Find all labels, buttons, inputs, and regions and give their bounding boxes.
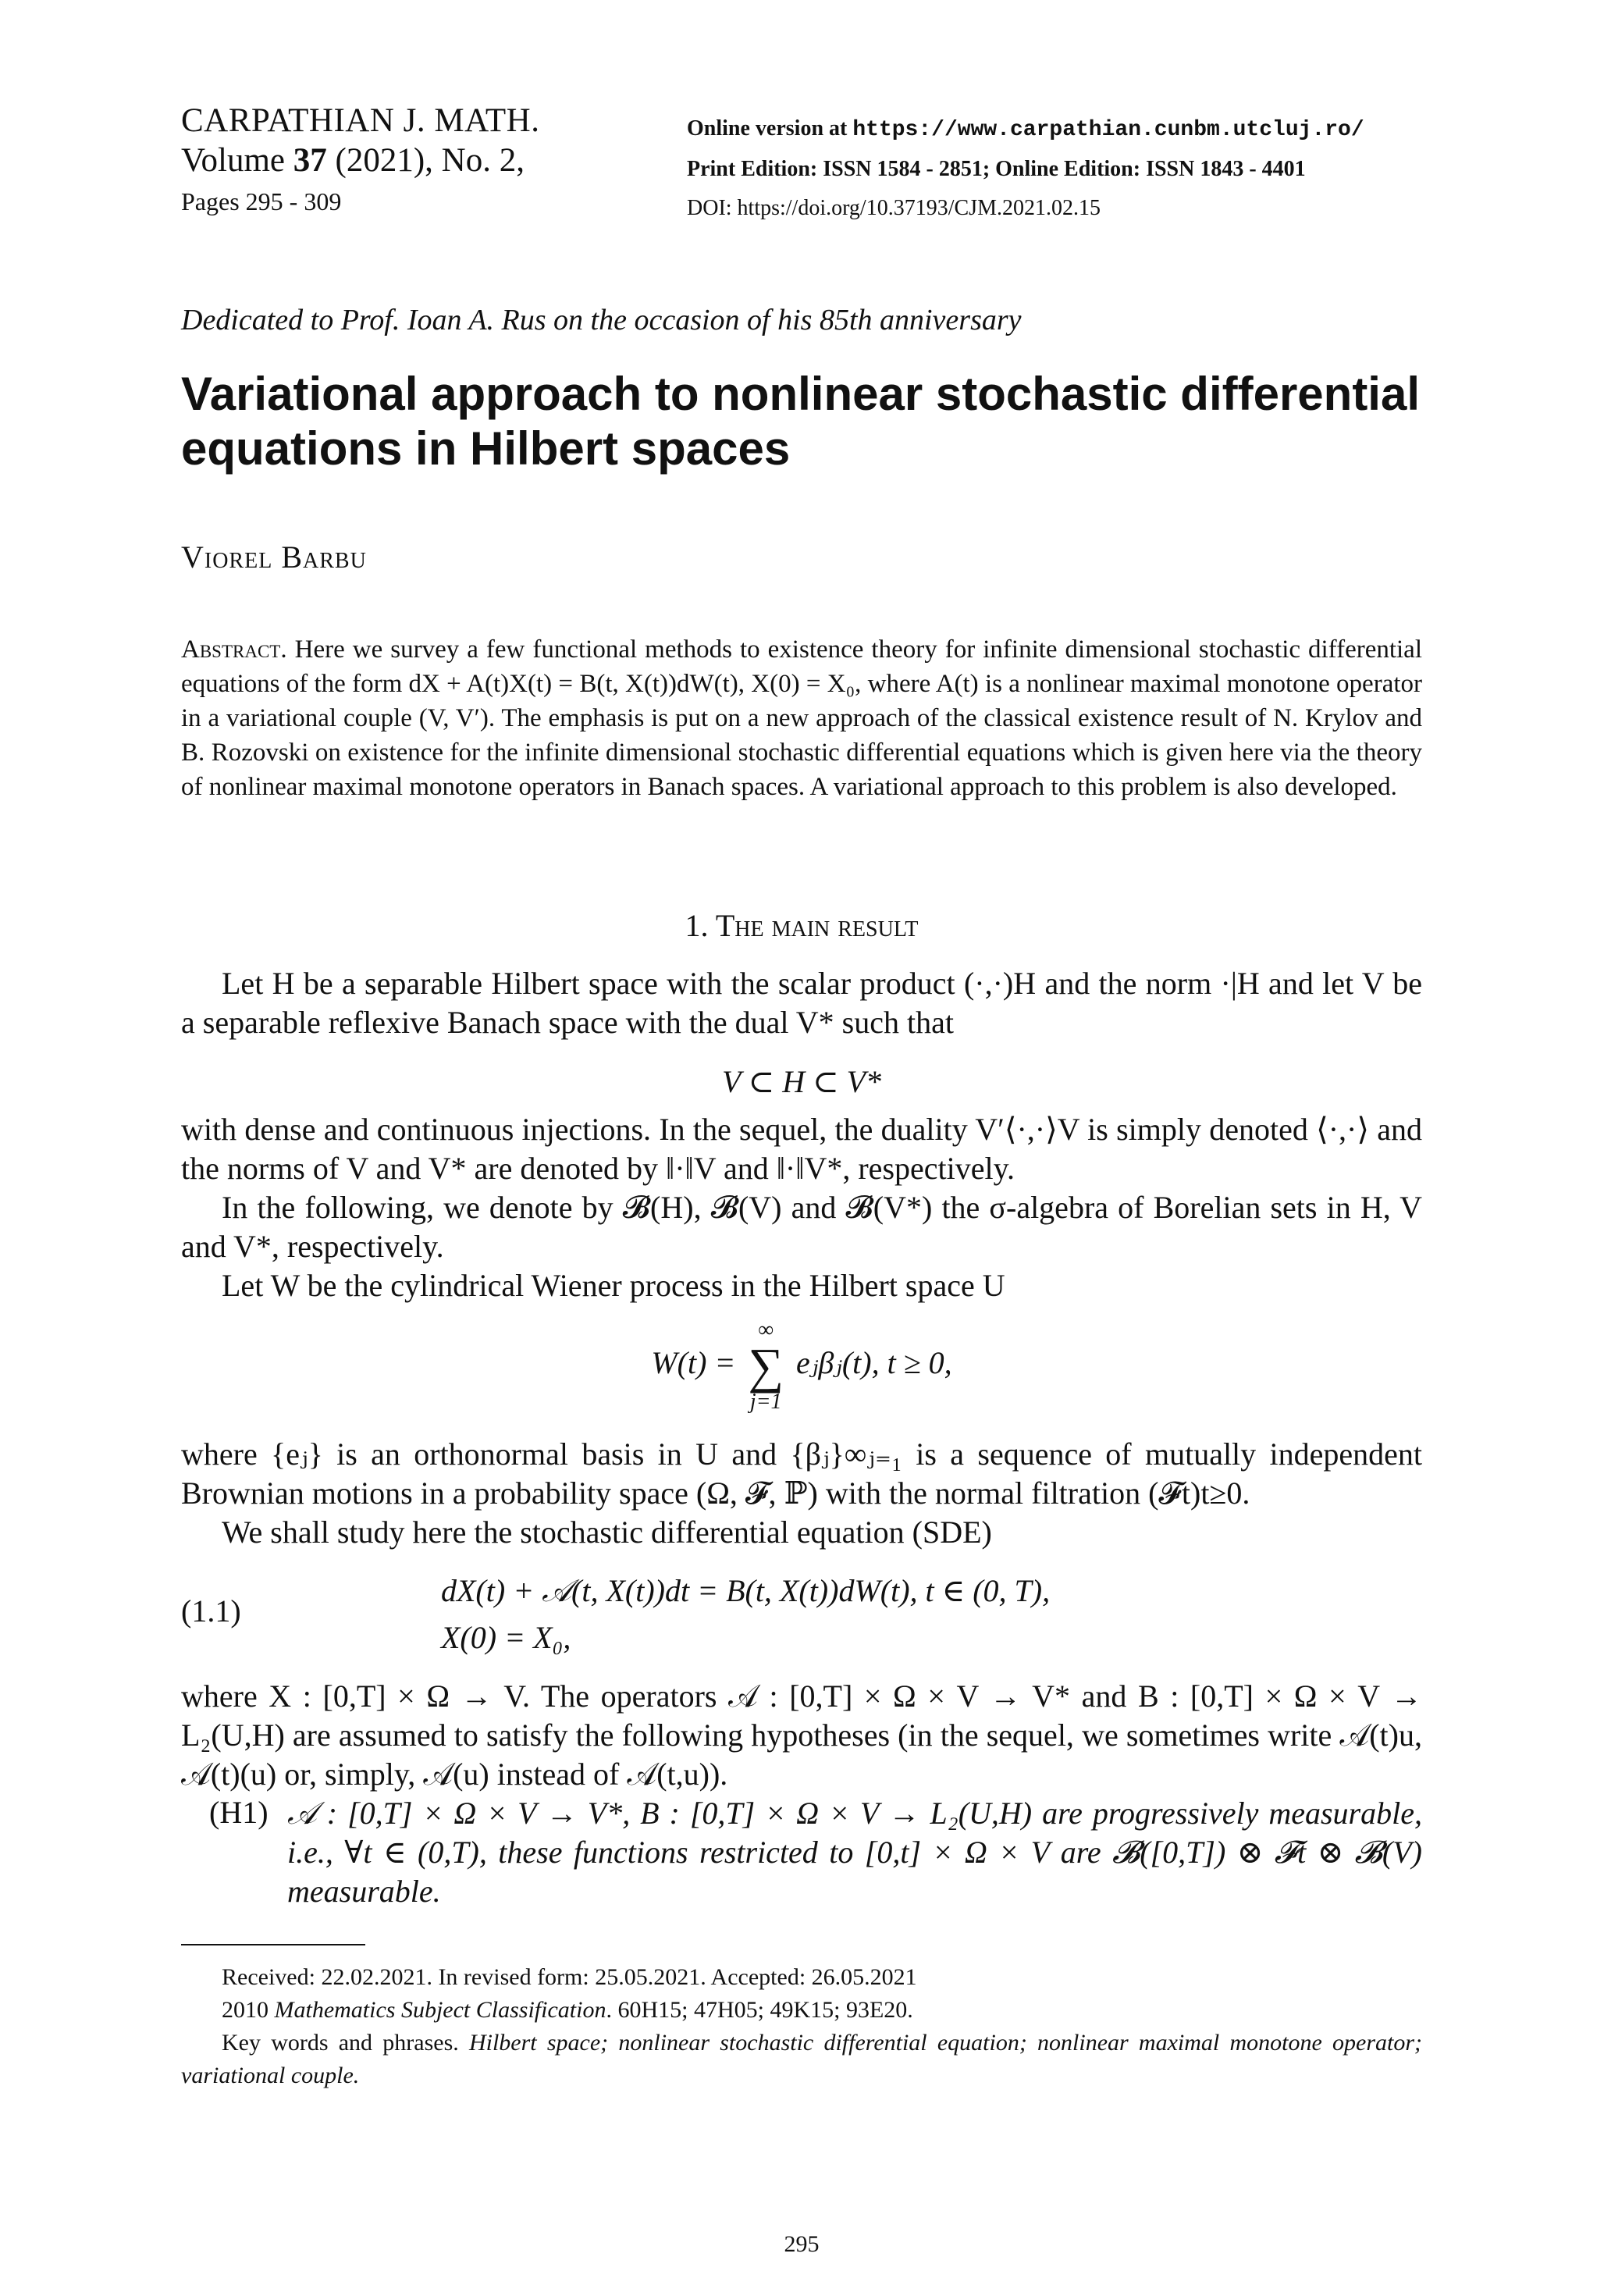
sum-operator: ∞ ∑ j=1 [748,1318,784,1414]
equation-sde: dX(t) + 𝒜(t, X(t))dt = B(t, X(t))dW(t), t ∈ (0, T), X(0) = X₀, [441,1573,1051,1655]
footnote-keywords: Key words and phrases. Hilbert space; nonlinear stochastic differential equation; nonlinear maximal monotone operator; variational couple. [181,2030,1422,2088]
equation-number: (1.1) [181,1593,241,1629]
publication-info [687,109,1467,228]
issn-line: Print Edition: ISSN 1584 - 2851; Online Edition: ISSN 1843 - 4401 [687,157,1306,181]
hypothesis-label: (H1) [209,1795,269,1830]
abstract-text: Here we survey a few functional methods to existence theory for infinite dimensional stochastic differential equations of the form dX + A(t)X(t) = B(t, X(t))dW(t), X(0) = X₀, where A(t) is a nonlinear maximal monotone operator in a variational couple (V, V′). The emphasis is put on a new approach of the classical existence result of N. Krylov and B. Rozovski on existence for the infinite dimensional stochastic differential equations which is given here via the theory of nonlinear maximal monotone operators in Banach spaces. A variational approach to this problem is also developed. [181,635,1422,801]
hypothesis-text: 𝒜 : [0,T] × Ω × V → V*, B : [0,T] × Ω × V → L₂(U,H) are progressively measurable, i.e., ∀t ∈ (0,T), these functions restricted to [0,t] × Ω × V are 𝓑([0,T]) ⊗ 𝓕t ⊗ 𝓑(V) measurable. [287,1796,1422,1909]
journal-volume: Volume 37 (2021), No. 2, [181,142,525,179]
online-version: Online version at https://www.carpathian.cunbm.utcluj.ro/ [687,116,1364,142]
section-heading: 1. The main result [685,908,919,943]
paragraph-2: with dense and continuous injections. In the sequel, the duality V′⟨·,·⟩V is simply denoted ⟨·,·⟩ and the norms of V and V* are denoted by ‖·‖V and ‖·‖V*, respectively. [181,1112,1422,1186]
paper-title: Variational approach to nonlinear stochastic differential equations in Hilbert spaces [181,368,1421,475]
online-url-link[interactable]: https://www.carpathian.cunbm.utcluj.ro/ [852,118,1364,142]
page-number: 295 [784,2231,820,2257]
footnote-divider [181,1944,365,1945]
paragraph-4: Let W be the cylindrical Wiener process in the Hilbert space U [222,1268,1005,1303]
journal-pages: Pages 295 - 309 [181,187,342,215]
footnote-msc: 2010 Mathematics Subject Classification. 60H15; 47H05; 49K15; 93E20. [222,1997,913,2023]
paragraph-5: where {eⱼ} is an orthonormal basis in U and {βⱼ}∞ⱼ₌₁ is a sequence of mutually independent Brownian motions in a probability space (Ω, 𝓕, ℙ) with the normal filtration (𝓕t)t≥0. [181,1436,1422,1511]
paragraph-6: We shall study here the stochastic differential equation (SDE) [222,1515,992,1550]
journal-name: CARPATHIAN J. MATH. [181,102,540,139]
dedication: Dedicated to Prof. Ioan A. Rus on the occasion of his 85th anniversary [181,304,1022,336]
abstract [181,632,1422,804]
equation-inclusion: V ⊂ H ⊂ V* [721,1064,882,1099]
footnote-received: Received: 22.02.2021. In revised form: 25.05.2021. Accepted: 26.05.2021 [222,1964,917,1990]
paragraph-1: Let H be a separable Hilbert space with the scalar product (·,·)H and the norm ·|H and let V be a separable reflexive Banach space with the dual V* such that [181,966,1422,1040]
author-name: Viorel Barbu [181,539,367,575]
journal-header [181,101,618,222]
equation-wiener: W(t) = ∞ ∑ j=1 eⱼβⱼ(t), t ≥ 0, [651,1318,952,1414]
abstract-label: Abstract. [181,635,287,664]
paragraph-7: where X : [0,T] × Ω → V. The operators 𝒜 : [0,T] × Ω × V → V* and B : [0,T] × Ω × V → L₂(U,H) are assumed to satisfy the following hypotheses (in the sequel, we sometimes write 𝒜(t)u, 𝒜(t)(u) or, simply, 𝒜(u) instead of 𝒜(t,u)). [181,1678,1422,1792]
doi-line[interactable]: DOI: https://doi.org/10.37193/CJM.2021.02.15 [687,196,1101,220]
paragraph-3: In the following, we denote by 𝓑(H), 𝓑(V) and 𝓑(V*) the σ-algebra of Borelian sets in H, V and V*, respectively. [181,1190,1422,1264]
